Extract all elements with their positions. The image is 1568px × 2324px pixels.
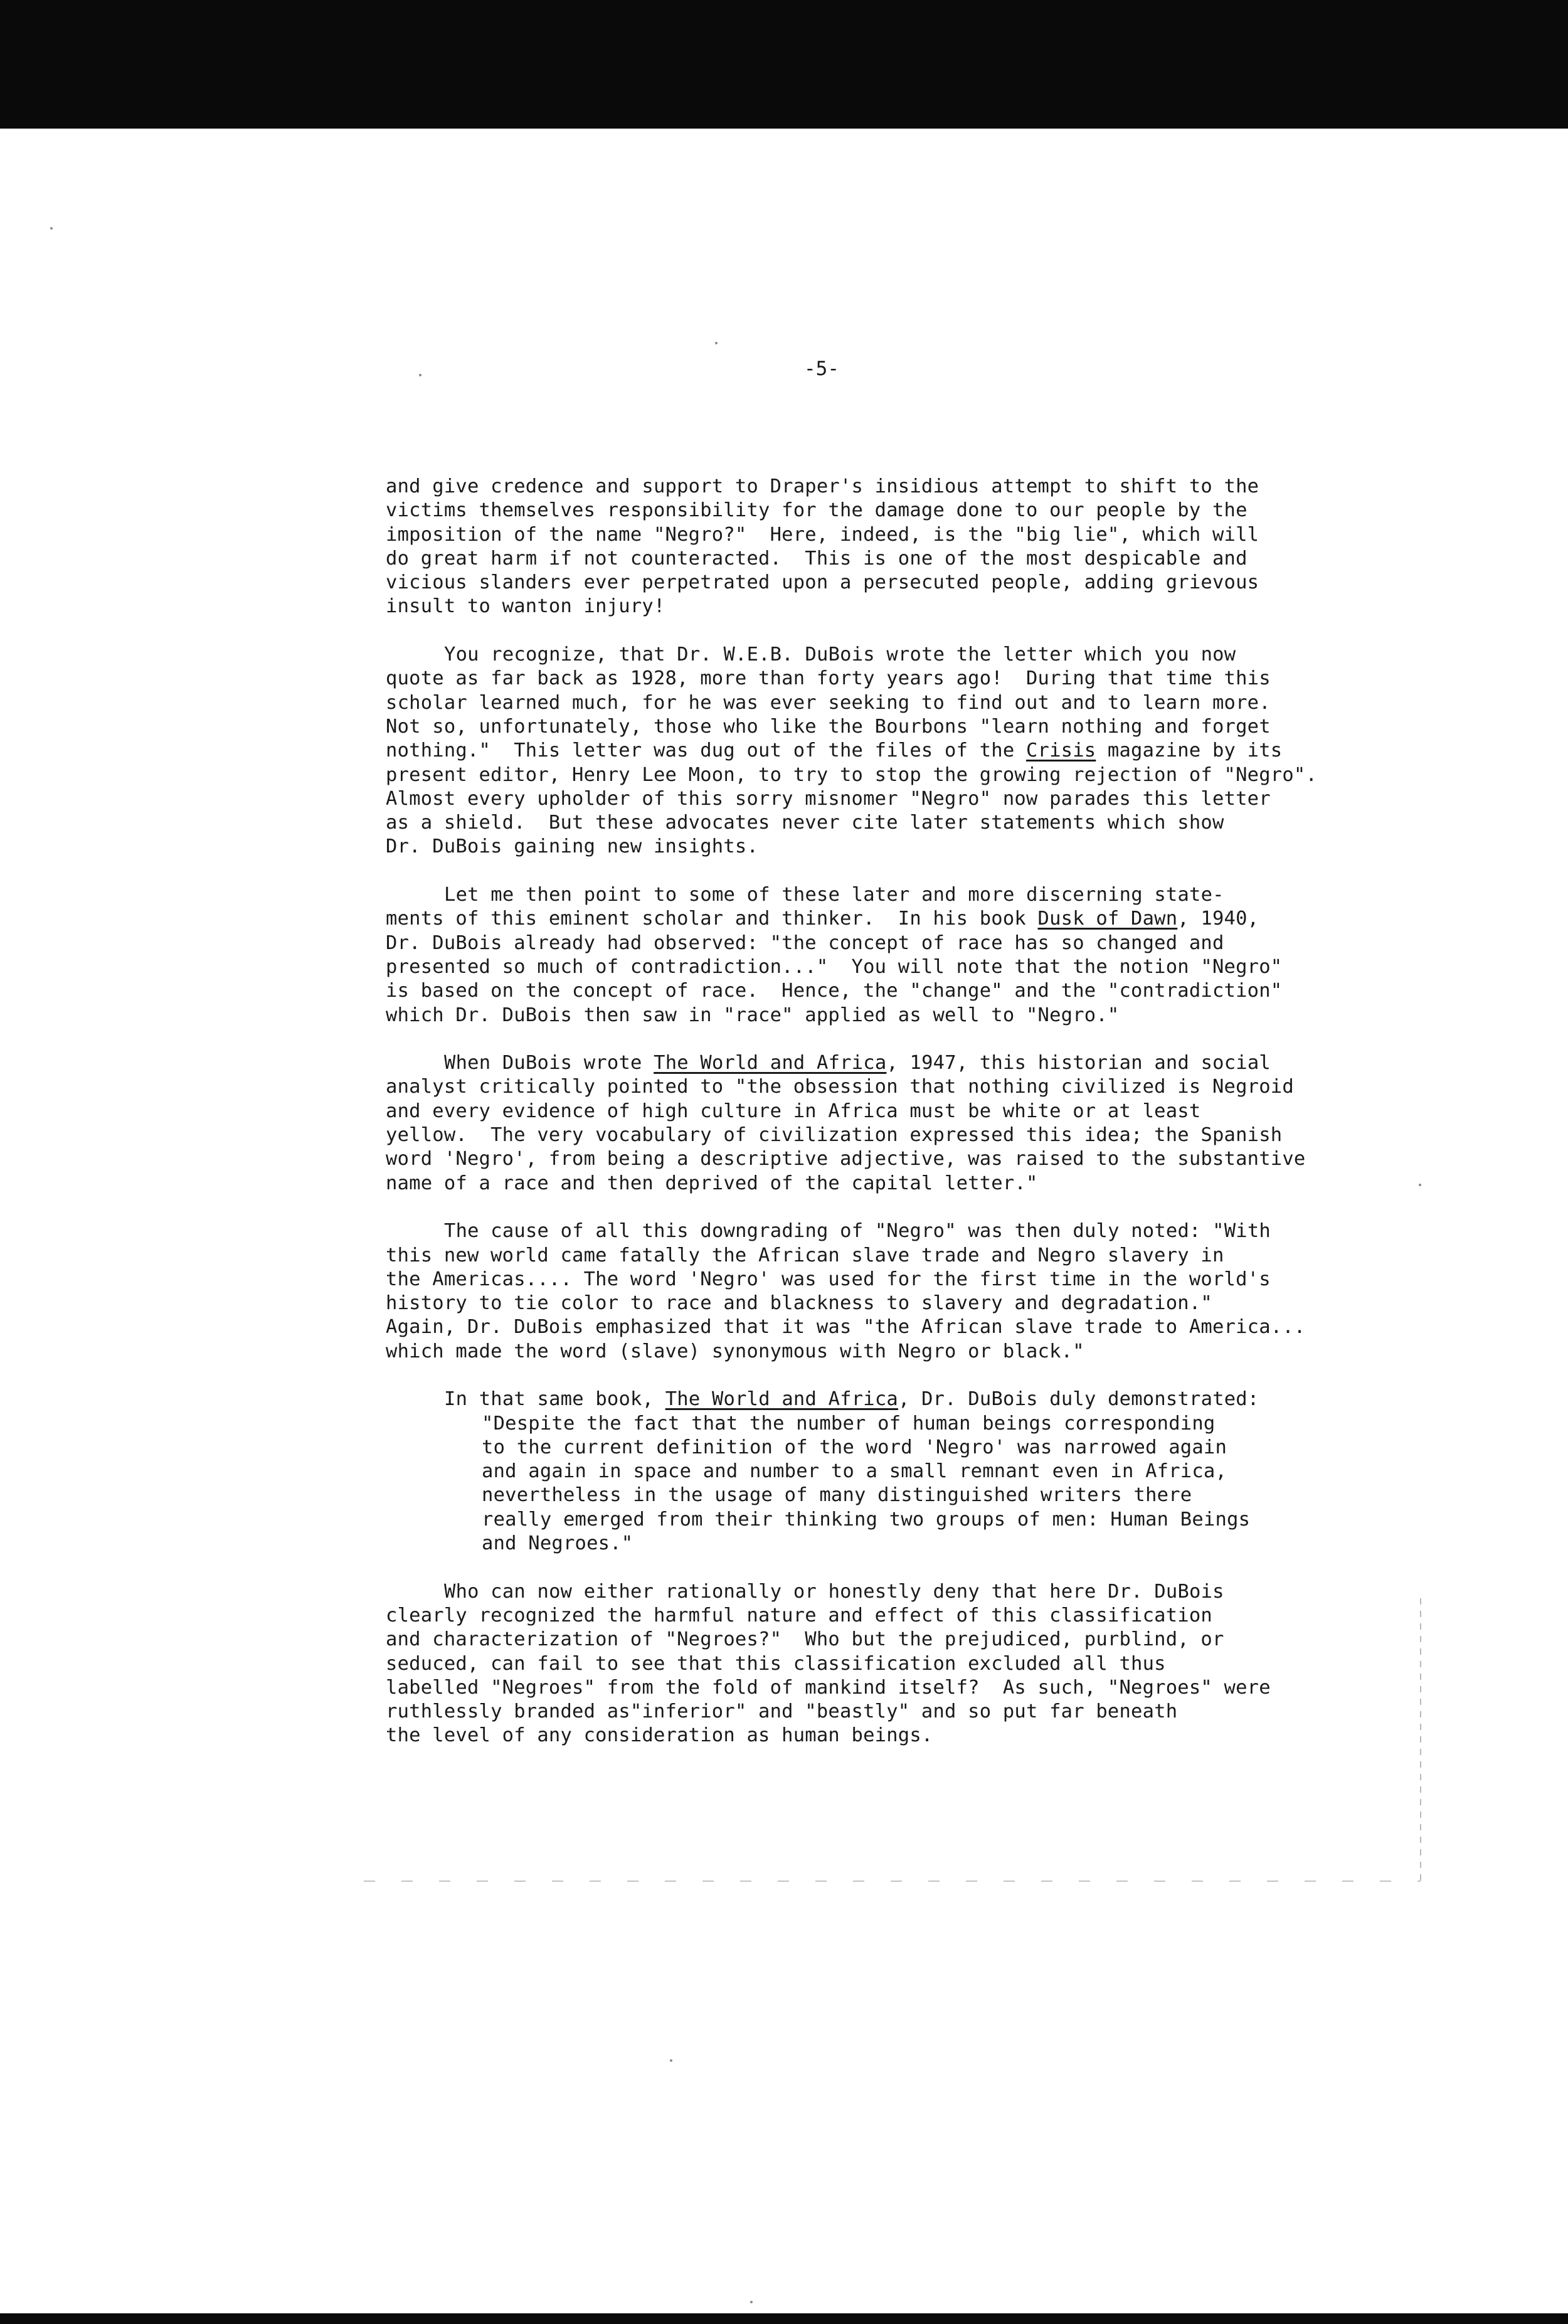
text-line: Dr. DuBois gaining new insights. xyxy=(386,836,759,858)
text-line: as a shield. But these advocates never cite later statements which show xyxy=(386,812,1224,834)
text-segment: magazine by its xyxy=(1096,740,1283,762)
text-line: presented so much of contradiction..." You will note that the notion "Negro" xyxy=(386,955,1283,978)
text-line: victims themselves responsibility for the damage done to our people by the xyxy=(386,499,1248,522)
text-segment: , Dr. DuBois duly demonstrated: xyxy=(898,1388,1259,1411)
text-line: You recognize, that Dr. W.E.B. DuBois wrote the letter which you now xyxy=(444,644,1236,666)
text-line: Who can now either rationally or honestly deny that here Dr. DuBois xyxy=(444,1580,1224,1603)
paragraph-2 xyxy=(386,643,1402,859)
text-line: history to tie color to race and blackness to slavery and degradation." xyxy=(386,1292,1212,1315)
text-line: which Dr. DuBois then saw in "race" applied as well to "Negro." xyxy=(386,1004,1120,1026)
paragraph-1 xyxy=(386,475,1402,619)
underlined-title-world-and-africa: The World and Africa xyxy=(665,1388,898,1411)
scan-speck xyxy=(750,2301,753,2303)
text-line: the Americas.... The word 'Negro' was used for the first time in the world's xyxy=(386,1268,1271,1290)
scan-top-border xyxy=(0,0,1568,129)
text-line: name of a race and then deprived of the capital letter." xyxy=(386,1172,1038,1194)
text-line: insult to wanton injury! xyxy=(386,595,665,618)
paragraph-5 xyxy=(386,1219,1402,1364)
scan-speck xyxy=(419,374,421,376)
text-line: Again, Dr. DuBois emphasized that it was "the African slave trade to America... xyxy=(386,1316,1306,1339)
text-segment: ments of this eminent scholar and thinker. In his book xyxy=(386,908,1038,930)
scan-speck xyxy=(50,227,53,230)
text-line: and every evidence of high culture in Africa must be white or at least xyxy=(386,1100,1201,1122)
text-line: word 'Negro', from being a descriptive adjective, was raised to the substantive xyxy=(386,1148,1306,1170)
text-line: imposition of the name "Negro?" Here, indeed, is the "big lie", which will xyxy=(386,523,1259,546)
text-segment: When DuBois wrote xyxy=(444,1052,654,1074)
text-segment: , 1947, this historian and social xyxy=(886,1052,1271,1074)
text-line: scholar learned much, for he was ever seeking to find out and to learn more. xyxy=(386,691,1271,714)
quote-line: really emerged from their thinking two groups of men: Human Beings xyxy=(482,1508,1251,1531)
text-line: this new world came fatally the African slave trade and Negro slavery in xyxy=(386,1244,1224,1266)
text-line: and give credence and support to Draper's insidious attempt to shift to the xyxy=(386,475,1259,497)
text-segment: nothing." This letter was dug out of the files of the xyxy=(386,740,1026,762)
scan-speck xyxy=(670,2059,672,2062)
text-line xyxy=(386,739,1402,763)
page-number: -5- xyxy=(804,358,839,380)
text-line: which made the word (slave) synonymous with Negro or black." xyxy=(386,1340,1084,1362)
scan-edge-mark xyxy=(1420,1598,1421,1881)
text-line: ruthlessly branded as"inferior" and "beastly" and so put far beneath xyxy=(386,1701,1178,1723)
quote-line: nevertheless in the usage of many distinguished writers there xyxy=(482,1484,1192,1507)
paragraph-6-block-quote xyxy=(386,1388,1402,1556)
paragraph-4 xyxy=(386,1051,1402,1196)
quote-line: to the current definition of the word 'Negro' was narrowed again xyxy=(482,1436,1227,1458)
scan-speck xyxy=(1419,1184,1421,1186)
text-line: The cause of all this downgrading of "Negro" was then duly noted: "With xyxy=(444,1220,1271,1243)
text-line: analyst critically pointed to "the obsession that nothing civilized is Negroid xyxy=(386,1076,1294,1098)
quote-line: and again in space and number to a small remnant even in Africa, xyxy=(482,1460,1227,1483)
text-line: vicious slanders ever perpetrated upon a persecuted people, adding grievous xyxy=(386,571,1259,594)
paragraph-3 xyxy=(386,883,1402,1027)
text-line: present editor, Henry Lee Moon, to try to stop the growing rejection of "Negro". xyxy=(386,763,1318,786)
text-line: Let me then point to some of these later and more discerning state- xyxy=(444,884,1224,906)
quote-line: and Negroes." xyxy=(482,1532,633,1555)
text-line: clearly recognized the harmful nature and effect of this classification xyxy=(386,1604,1212,1626)
text-line: do great harm if not counteracted. This is one of the most despicable and xyxy=(386,547,1248,570)
text-line: and characterization of "Negroes?" Who but the prejudiced, purblind, or xyxy=(386,1628,1224,1651)
text-line xyxy=(386,1051,1402,1075)
underlined-title-world-and-africa: The World and Africa xyxy=(654,1052,887,1074)
underlined-title-crisis: Crisis xyxy=(1025,740,1096,762)
text-line: labelled "Negroes" from the fold of mankind itself? As such, "Negroes" were xyxy=(386,1676,1271,1699)
scan-edge-mark xyxy=(364,1881,1421,1882)
text-line: the level of any consideration as human beings. xyxy=(386,1724,933,1747)
paragraph-7 xyxy=(386,1580,1402,1748)
text-segment: , 1940, xyxy=(1177,908,1259,930)
text-segment: In that same book, xyxy=(444,1388,665,1411)
text-line: seduced, can fail to see that this classification excluded all thus xyxy=(386,1652,1166,1675)
scan-speck xyxy=(715,342,718,344)
text-line: Almost every upholder of this sorry misnomer "Negro" now parades this letter xyxy=(386,787,1271,810)
text-line: Not so, unfortunately, those who like the Bourbons "learn nothing and forget xyxy=(386,715,1271,738)
underlined-title-dusk-of-dawn: Dusk of Dawn xyxy=(1037,908,1178,930)
text-line: quote as far back as 1928, more than forty years ago! During that time this xyxy=(386,667,1271,690)
text-line: yellow. The very vocabulary of civilization expressed this idea; the Spanish xyxy=(386,1124,1283,1147)
letter-body xyxy=(386,475,1402,1772)
text-line xyxy=(386,907,1402,931)
text-line xyxy=(386,1388,1402,1411)
quote-line: "Despite the fact that the number of human beings corresponding xyxy=(482,1412,1216,1435)
text-line: is based on the concept of race. Hence, the "change" and the "contradiction" xyxy=(386,980,1283,1002)
scan-bottom-border xyxy=(0,2313,1568,2324)
text-line: Dr. DuBois already had observed: "the concept of race has so changed and xyxy=(386,931,1224,954)
